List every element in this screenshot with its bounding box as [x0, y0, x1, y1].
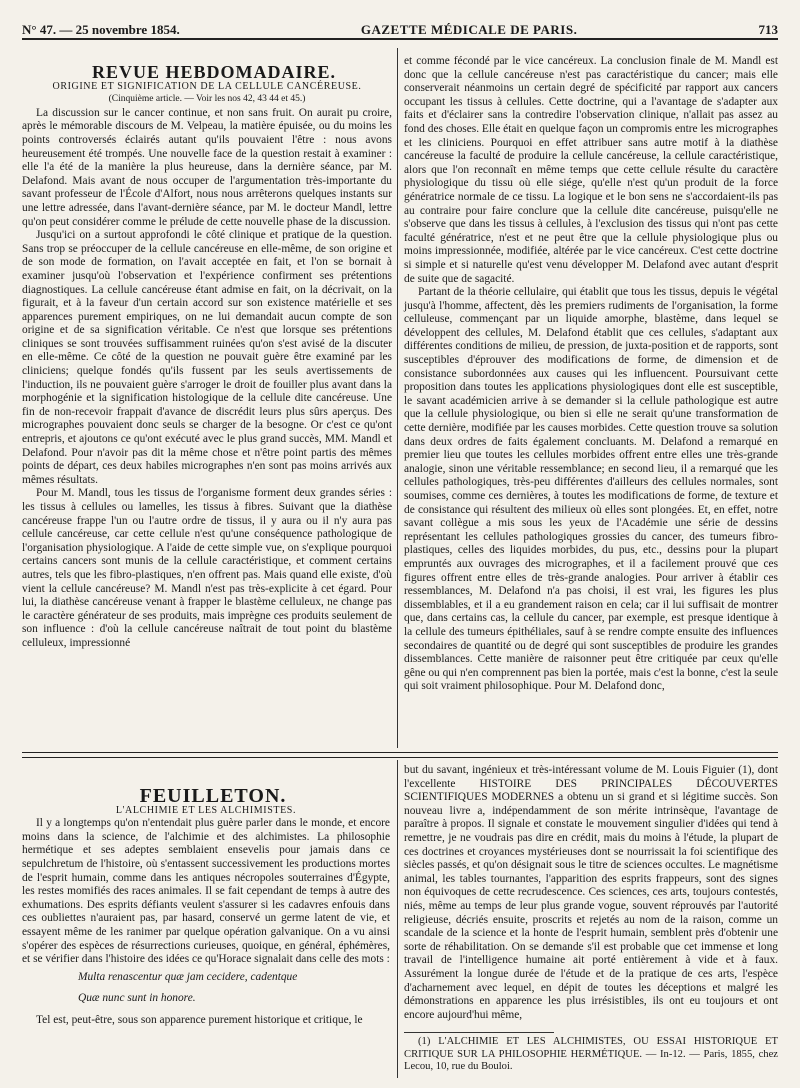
revue-note: (Cinquième article. — Voir les nos 42, 43 44 et 45.)	[108, 94, 306, 105]
footnote-text: (1) L'ALCHIMIE ET LES ALCHIMISTES, OU ESSAI HISTORIQUE ET CRITIQUE SUR LA PHILOSOPHIE HERMÉTIQUE. — In-12. — Paris, 1855, chez Lecou, 10, rue du Bouloi.	[404, 1036, 778, 1073]
page-number: 713	[758, 22, 778, 37]
footnote-rule	[404, 1032, 554, 1033]
revue-paragraph: et comme fécondé par le vice cancéreux. La conclusion finale de M. Mandl est donc que la cellule cancéreuse n'est pas caractéristique du cancer; mais elle conserverait néanmoins un certain degré de spécificité par rapport aux cancers occupant les tissus à cellules. Cette doctrine, qui a l'avantage de s'adapter aux faits et d'éclairer sans la contredire l'observation clinique, n'allait pas assez au fond des choses. Elle était en quelque façon un compromis entre les micrographes et les cliniciens. Pourquoi en effet attribuer sans autre motif à la diathèse cancéreuse la faculté de produire la cellule cancéreuse, la cellule caractéristique, alors que l'on reconnaît en même temps que cette cellule résulte du caractère physiologique du tissu où elle siége, qu'elle n'est qu'un produit de la force génératrice normale de ce tissu. La logique et le bon sens ne s'accordaient-ils pas au contraire pour faire conclure que la cellule dite cancéreuse, puisqu'elle ne s'observe que dans les tissus à cellules, à l'exclusion des tissus qui n'ont pas cette faculté génératrice, n'est et ne peut être que la cellule physiologique plus ou moins impressionnée, modifiée, altérée par le vice cancéreux. C'est cette doctrine si simple et si naturelle qu'est venu développer M. Delafond avec autant d'esprit de suite que de sagacité.	[404, 55, 778, 285]
page-header	[22, 12, 778, 40]
feuilleton-separator	[22, 752, 778, 758]
revue-paragraph: Jusqu'ici on a surtout approfondi le côté clinique et pratique de la question. Sans trop se préoccuper de la cellule cancéreuse en elle-même, de son origine et de son mode de formation, on l'avait acceptée en fait, et l'on se bornait à examiner jusqu'où l'observation et l'expérience confirment ses prétentions diagnostiques. La cellule cancéreuse étant admise en fait, on la décrivait, on la figurait, et à la faveur d'un certain accord sur son existence matérielle et ses apparences purement empiriques, on ne lui demandait aucun compte de son origine et de sa signification véritable. Ce n'est que lorsque ses prétentions cliniques se sont trouvées suffisamment ruinées qu'on s'est avisé de la discuter en elle-même. Ce côté de la question ne pouvait guère être examiné par les cliniciens; quelque fondés qu'ils fussent par les seuls avertissements de l'induction, ils ne pouvaient guère s'arroger le droit de fouiller plus avant dans la morphogénie et la signification histologique de la cellule dite cancéreuse. Une fin de non-recevoir frappait d'avance de discrédit leurs plus sûrs aperçus. Des micrographes pouvaient donc seuls se charger de la besogne. Or c'est ce qu'ont entrepris, et ajoutons ce qu'ont exécuté avec le plus grand succès, MM. Mandl et Delafond. Pour n'avoir pas dit la même chose et n'être point partis des mêmes points de départ, ces deux habiles micrographes n'en sont pas moins arrivés aux mêmes résultats.	[22, 229, 392, 486]
feuilleton-subtitle: L'ALCHIMIE ET LES ALCHIMISTES.	[115, 804, 297, 816]
feuilleton-left-column	[22, 785, 390, 1028]
revue-paragraph: Pour M. Mandl, tous les tissus de l'organisme forment deux grandes séries : les tissus à cellules ou lamelles, les tissus à fibres. Suivant que la diathèse cancéreuse frappe l'un ou l'autre ordre de tissus, il y aura ou il n'y aura pas cellule cancéreuse, car cette cellule n'est qu'une conséquence pathologique de l'organisation physiologique. A l'aide de cette simple vue, on s'explique pourquoi certains cancers sont munis de la cellule caractéristique, et comment certains autres, tels que les fibro-plastiques, n'en offrent pas. Mais quand elle existe, d'où vient la cellule cancéreuse? M. Mandl n'est pas très-explicite à cet égard. Pour lui, la diathèse cancéreuse venant à frapper le blastème celluleux, ne change pas le caractère générateur de ses produits, mais imprègne ces produits seulement de son influence : d'où la cellule cancéreuse naîtrait de tout point du blastème celluleux, impressionné	[22, 487, 392, 649]
revue-left-column	[22, 62, 392, 651]
feuilleton-title: FEUILLETON.	[139, 785, 287, 807]
feuilleton-right-column	[404, 764, 778, 1022]
column-divider-bottom	[397, 760, 398, 1078]
latin-quote-line: Multa renascentur quæ jam cecidere, cadentque	[78, 970, 298, 983]
feuilleton-paragraph: Il y a longtemps qu'on n'entendait plus guère parler dans le monde, et encore moins dans la science, de l'alchimie et des alchimistes. La philosophie hermétique et ses adeptes semblaient ensevelis pour jamais dans ce sepulchretum de l'histoire, où s'entassent successivement les productions mortes de l'esprit humain, comme dans les antiques nécropoles souterraines d'Égypte, les restes momifiés des races animales. Il se fait cependant de temps à autre des exhumations. Des esprits défiants veulent s'assurer si les cadavres enfouis dans ces oubliettes n'auraient pas, par hasard, conservé un germe latent de vie, et essayent même de les ranimer par quelque opération galvanique. On a vu ainsi s'opérer des espèces de résurrections curieuses, quoique, en général, éphémères, et se vérifier dans l'histoire des idées ce qu'Horace signalait dans celle des mots :	[22, 817, 390, 966]
feuilleton-paragraph: but du savant, ingénieux et très-intéressant volume de M. Louis Figuier (1), dont l'excellente HISTOIRE DES PRINCIPALES DÉCOUVERTES SCIENTIFIQUES MODERNES a obtenu un si grand et si légitime succès. Son nouveau livre a, indépendamment de son mérite intrinsèque, l'avantage de paraître à propos. Il signale et constate le mouvement singulier d'idées qui tend à remettre, je ne voudrais pas dire en crédit, mais du moins à l'étude, la plupart de ces doctrines et croyances mystérieuses dont se nourrissait la foi scientifique des siècles passés, et qu'on désignait sous le titre de sciences occultes. Le magnétisme animal, les tables tournantes, l'apparition des esprits frappeurs, sont des signes non équivoques de cette recrudescence. Ces sciences, ces arts, toujours contestés, niés, même au temps de leur plus grande vogue, souvent réprouvés par l'autorité religieuse, décriés ensuite, proscrits et rejetés au nom de la raison, comme un scandale de la science et la honte de l'esprit humain, semblent près d'obtenir une sorte de réhabilitation. On se demande s'il est probable que cet immense et long travail de l'intelligence humaine ait porté entièrement à vide et à faux. Assurément la longue durée de l'étude et de la pratique de ces arts, l'espèce d'acharnement avec lequel, en dépit de toutes les déceptions et malgré les démonstrations en apparence les plus irrésistibles, ils ont eu toujours et ont encore aujourd'hui même,	[404, 764, 778, 1021]
journal-title: GAZETTE MÉDICALE DE PARIS.	[360, 22, 578, 37]
footnote	[404, 1036, 778, 1074]
revue-paragraph: La discussion sur le cancer continue, et non sans fruit. On aurait pu croire, après le mémorable discours de M. Velpeau, la matière épuisée, ou du moins les points controversés éclairés autant qu'ils pouvaient l'être : nous avons heureusement été trompés. Une nouvelle face de la question restait à examiner : elle l'a été de la manière la plus heureuse, dans la dernière séance, par M. Delafond. Mais avant de nous occuper de l'argumentation très-importante du savant professeur de l'École d'Alfort, nous nous arrêterons quelques instants sur une lettre adressée, dans l'avant-dernière séance, par M. le docteur Mandl, lettre qu'on peut considérer comme le prélude de cette nouvelle phase de la discussion.	[22, 106, 392, 228]
revue-title: REVUE HEBDOMADAIRE.	[91, 62, 337, 82]
column-divider-top	[397, 48, 398, 748]
feuilleton-paragraph-end: Tel est, peut-être, sous son apparence purement historique et critique, le	[36, 1013, 363, 1026]
issue-number: N° 47. — 25 novembre 1854.	[22, 22, 180, 37]
revue-subtitle: ORIGINE ET SIGNIFICATION DE LA CELLULE CANCÉREUSE.	[52, 80, 362, 92]
revue-right-column	[404, 55, 778, 694]
latin-quote-line: Quæ nunc sunt in honore.	[78, 992, 196, 1005]
revue-paragraph: Partant de la théorie cellulaire, qui établit que tous les tissus, depuis le végétal jusqu'à l'homme, affectent, dès les premiers rudiments de l'organisation, la forme celluleuse, commençant par un liquide amorphe, blastème, dans lequel se développent des cellules, M. Delafond établit que ces cellules, s'adaptant aux différentes conditions de milieu, de pression, de juxta-position et de rapports, sont susceptibles d'éprouver des modifications de forme, de dimension et de consistance subordonnées aux causes qui les influencent. Poursuivant cette proposition dans toutes les applications physiologiques dont elle est susceptible, le savant académicien arrive à se demander si la cellule pathologique est autre que la cellule physiologique, ou bien si elle ne serait qu'une transformation de cette dernière, modifiée par les causes morbides. Cette question trouve sa solution dans deux ordres de faits également concluants. M. Delafond a remarqué en premier lieu que toutes les cellules morbides offrent entre elles une très-grande analogie, sinon une véritable ressemblance; en second lieu, il a remarqué que les cellules pathologiques, très-peu différentes d'ailleurs des cellules normales, sont soumises, comme ces dernières, à toutes les modifications de forme, de texture et de consistance qui résultent des milieux où elles sont plongées. Et, en effet, notre savant collègue a mis sous les yeux de l'Académie une série de dessins représentant les cellules pathologiques grossies du cancer, des tumeurs fibro-plastiques, celles des liquides morbides, du pus, etc., dessins pour la plupart empruntés aux ouvrages des micrographes, et il a facilement prouvé que ces figures offrent entre elles de très-grande analogies. Pour arriver à établir ces ressemblances, M. Delafond n'a pas choisi, il est vrai, les figures les plus dissemblables, et il a eu grandement raison en cela; car il lui suffisait de montrer que, dans certains cas, la cellule du cancer, par exemple, est presque identique à la cellule des tumeurs épithéliales, sauf à se rendre compte ensuite des influences secondaires de quantité ou de degré qui sont susceptibles de produire les grandes dissemblances. Cette manière de raisonner peut être critiquée par ceux qu'elle gêne ou qui n'en comprennent pas bien la portée, mais c'est la bonne, c'est la seule qui soit vraiment philosophique. Pour M. Delafond donc,	[404, 286, 779, 693]
